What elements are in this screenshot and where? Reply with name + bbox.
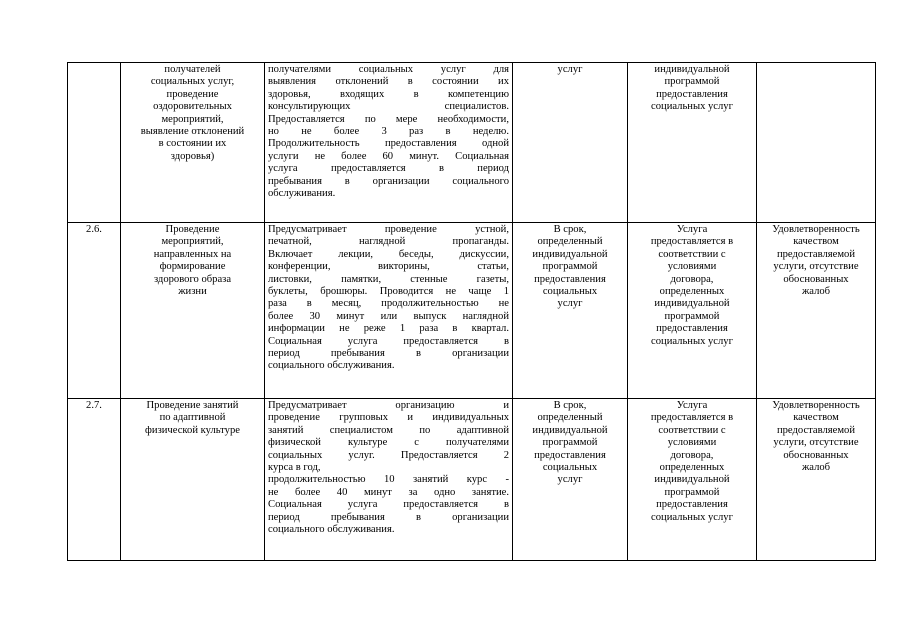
cell-text-line: более 30 минут или выпуск наглядной xyxy=(268,310,509,322)
cell-text-line: договора, xyxy=(670,273,714,285)
cell-text-line: договора, xyxy=(670,449,714,461)
cell-text-line: выявления отклонений в состоянии их xyxy=(268,76,509,88)
cell-text-line: В срок, xyxy=(553,400,587,411)
cell-text-line: проведение xyxy=(166,88,219,100)
cell-text-line: Предусматривает организацию и xyxy=(268,400,509,411)
cell-text-line: предоставляется в xyxy=(650,412,734,424)
services-table xyxy=(67,62,876,561)
service-condition-cell xyxy=(628,63,757,223)
cell-text-line: индивидуальной xyxy=(532,248,608,260)
cell-text-line: услуги, отсутствие xyxy=(773,261,859,273)
cell-text-line: Предоставляется по мере необходимости, xyxy=(268,113,509,125)
cell-text-line: социальных услуг. Предоставляется 2 xyxy=(268,449,509,461)
cell-text-line: Услуга xyxy=(676,224,708,235)
cell-text-line: соответствии с xyxy=(658,424,726,436)
table-row xyxy=(68,399,876,561)
cell-text-line: Социальная услуга предоставляется в xyxy=(268,499,509,511)
service-condition-cell xyxy=(628,223,757,399)
cell-text-line: физической культуре xyxy=(145,424,240,436)
cell-text-line: информации не реже 1 раза в квартал. xyxy=(268,323,509,335)
cell-text-line: пребывания в организации социального xyxy=(268,175,509,187)
cell-text-line: в состоянии их xyxy=(158,138,227,150)
cell-text-line: условиями xyxy=(667,437,717,449)
cell-text-line: обслуживания. xyxy=(268,188,336,200)
cell-text-line: Удовлетворенность xyxy=(772,224,860,235)
cell-text-line: социальных услуг, xyxy=(150,76,235,88)
cell-text-line: физической культуре с получателями xyxy=(268,437,509,449)
cell-text-line: жизни xyxy=(178,286,207,298)
cell-text-line: здоровья, входящих в компетенцию xyxy=(268,88,509,100)
cell-text-line: проведение групповых и индивидуальных xyxy=(268,412,509,424)
cell-text-line: получателей xyxy=(164,64,221,75)
cell-text-line: услуг xyxy=(557,298,583,310)
cell-text-line: предоставления xyxy=(656,323,728,335)
cell-text-line: Удовлетворенность xyxy=(772,400,860,411)
cell-text-line: обоснованных xyxy=(783,273,849,285)
cell-text-line: занятий специалистом по адаптивной xyxy=(268,424,509,436)
cell-text-line: социального обслуживания. xyxy=(268,360,395,372)
cell-text-line: предоставляемой xyxy=(776,424,856,436)
cell-text-line: мероприятий, xyxy=(161,113,224,125)
service-name-cell xyxy=(121,399,265,561)
cell-text-line: качеством xyxy=(793,236,839,248)
cell-text-line: условиями xyxy=(667,261,717,273)
cell-text-line: определенный xyxy=(537,236,603,248)
cell-text-line: Предусматривает проведение устной, xyxy=(268,224,509,235)
service-quality-cell xyxy=(757,399,876,561)
cell-text-line: оздоровительных xyxy=(153,101,232,113)
cell-text-line: индивидуальной xyxy=(654,298,730,310)
cell-text-line: здоровья) xyxy=(170,150,215,162)
service-description-cell xyxy=(265,223,513,399)
cell-text-line: социальных услуг xyxy=(651,335,733,347)
cell-text-line: выявление отклонений xyxy=(140,126,245,138)
cell-text-line: Продолжительность предоставления одной xyxy=(268,138,509,150)
service-term-cell xyxy=(513,223,628,399)
table-row xyxy=(68,63,876,223)
cell-text-line: предоставления xyxy=(534,273,606,285)
cell-text-line: социального обслуживания. xyxy=(268,524,395,536)
cell-text-line: по адаптивной xyxy=(159,412,226,424)
cell-text-line: Социальная услуга предоставляется в xyxy=(268,335,509,347)
cell-text-line: услуг xyxy=(557,474,583,486)
cell-text-line: формирование xyxy=(159,261,226,273)
service-condition-cell xyxy=(628,399,757,561)
cell-text-line: услуг xyxy=(557,64,583,75)
cell-text-line: Услуга xyxy=(676,400,708,411)
cell-text-line: программой xyxy=(542,437,598,449)
cell-text-line: жалоб xyxy=(801,462,831,474)
table-row xyxy=(68,223,876,399)
row-number-cell: 2.7. xyxy=(68,399,121,561)
cell-text-line: индивидуальной xyxy=(532,424,608,436)
service-description-cell xyxy=(265,63,513,223)
cell-text-line: индивидуальной xyxy=(654,474,730,486)
cell-text-line: предоставления xyxy=(656,88,728,100)
cell-text-line: листовки, памятки, стенные газеты, xyxy=(268,273,509,285)
cell-text-line: направленных на xyxy=(153,248,232,260)
cell-text-line: программой xyxy=(664,486,720,498)
cell-text-line: Включает лекции, беседы, дискуссии, xyxy=(268,248,509,260)
cell-text-line: курса в год, xyxy=(268,462,321,474)
row-number-cell: 2.6. xyxy=(68,223,121,399)
row-number-cell xyxy=(68,63,121,223)
cell-text-line: предоставляется в xyxy=(650,236,734,248)
cell-text-line: соответствии с xyxy=(658,248,726,260)
service-term-cell xyxy=(513,399,628,561)
service-name-cell xyxy=(121,63,265,223)
cell-text-line: мероприятий, xyxy=(161,236,224,248)
cell-text-line: период пребывания в организации xyxy=(268,348,509,360)
cell-text-line: предоставляемой xyxy=(776,248,856,260)
cell-text-line: конференции, викторины, статьи, xyxy=(268,261,509,273)
cell-text-line: продолжительностью 10 занятий курс - xyxy=(268,474,509,486)
cell-text-line: услуги не более 60 минут. Социальная xyxy=(268,150,509,162)
cell-text-line: определенных xyxy=(659,286,725,298)
cell-text-line: Проведение занятий xyxy=(146,400,239,411)
cell-text-line: определенный xyxy=(537,412,603,424)
cell-text-line: предоставления xyxy=(534,449,606,461)
cell-text-line: услуги, отсутствие xyxy=(773,437,859,449)
cell-text-line: здорового образа xyxy=(153,273,232,285)
cell-text-line: определенных xyxy=(659,462,725,474)
cell-text-line: обоснованных xyxy=(783,449,849,461)
cell-text-line: программой xyxy=(542,261,598,273)
cell-text-line: социальных xyxy=(542,462,598,474)
service-description-cell xyxy=(265,399,513,561)
cell-text-line: качеством xyxy=(793,412,839,424)
cell-text-line: программой xyxy=(664,310,720,322)
cell-text-line: буклеты, брошюры. Проводится не чаще 1 xyxy=(268,286,509,298)
cell-text-line: печатной, наглядной пропаганды. xyxy=(268,236,509,248)
cell-text-line: жалоб xyxy=(801,286,831,298)
cell-text-line: но не более 3 раз в неделю. xyxy=(268,126,509,138)
cell-text-line: программой xyxy=(664,76,720,88)
cell-text-line: социальных xyxy=(542,286,598,298)
cell-text-line: предоставления xyxy=(656,499,728,511)
service-quality-cell xyxy=(757,63,876,223)
cell-text-line: услуга предоставляется в период xyxy=(268,163,509,175)
cell-text-line: Проведение xyxy=(165,224,220,235)
cell-text-line: не более 40 минут за одно занятие. xyxy=(268,486,509,498)
cell-text-line: период пребывания в организации xyxy=(268,511,509,523)
cell-text-line: социальных услуг xyxy=(651,101,733,113)
cell-text-line: раза в месяц, продолжительностью не xyxy=(268,298,509,310)
cell-text-line: индивидуальной xyxy=(654,64,730,75)
cell-text-line: консультирующих специалистов. xyxy=(268,101,509,113)
service-name-cell xyxy=(121,223,265,399)
cell-text-line: получателями социальных услуг для xyxy=(268,64,509,75)
cell-text-line: социальных услуг xyxy=(651,511,733,523)
service-term-cell xyxy=(513,63,628,223)
service-quality-cell xyxy=(757,223,876,399)
cell-text-line: В срок, xyxy=(553,224,587,235)
